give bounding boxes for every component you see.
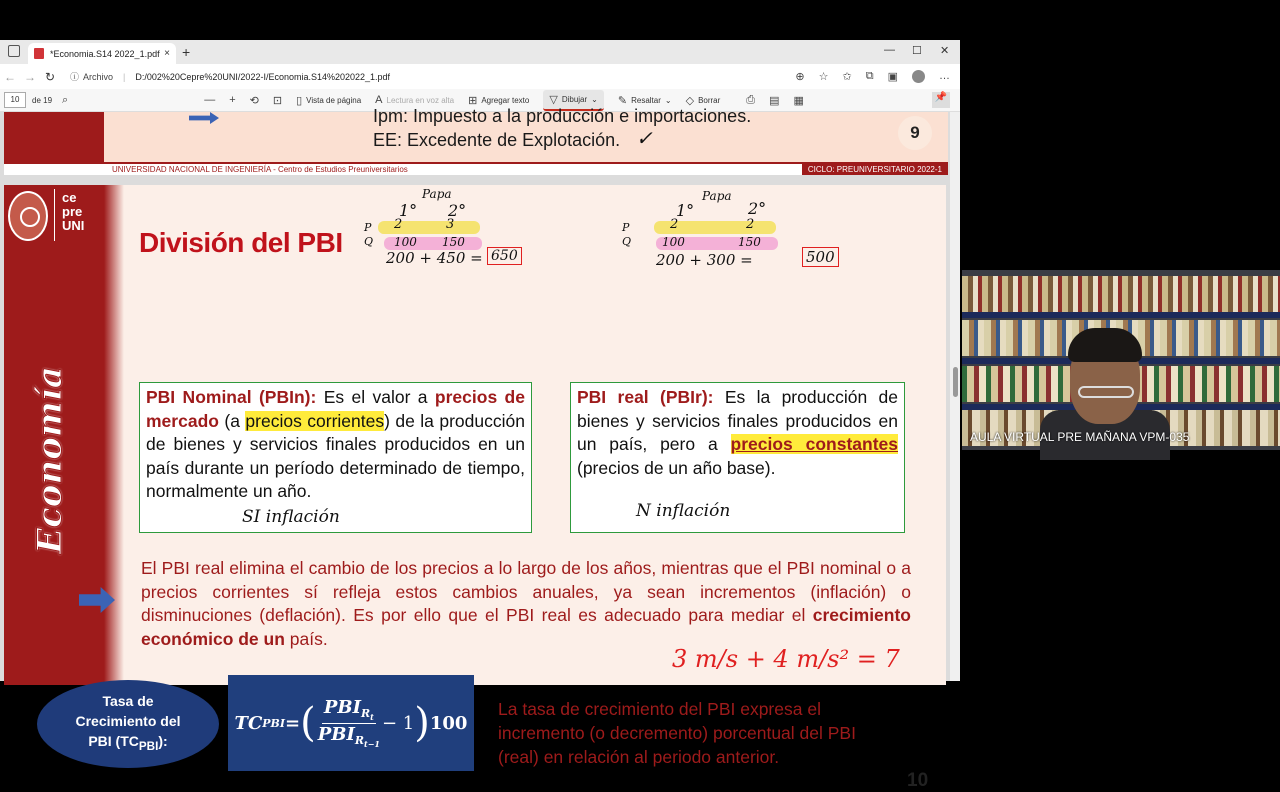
page-total: de 19 (32, 95, 53, 105)
hw-year2-right: 2° (748, 199, 767, 218)
save-as-icon[interactable]: ▦ (793, 94, 804, 107)
books-row-1 (962, 276, 1280, 312)
hw-q-right: Q (622, 235, 632, 248)
close-tab-icon[interactable]: × (164, 48, 170, 59)
page-title: División del PBI (139, 227, 343, 258)
logo-line-2: pre (62, 204, 83, 219)
hw-left-sum: 200 + 450 = (386, 249, 483, 267)
favorites-list-icon[interactable]: ✩ (842, 71, 852, 83)
pbi-real-paragraph (141, 557, 911, 652)
draw-icon: ▽ (549, 93, 558, 106)
nominal-text-1: Es el valor a (316, 387, 435, 407)
minimize-button[interactable]: — (884, 44, 895, 56)
hw-left-p1: 2 (394, 217, 403, 232)
hw-year2-left: 2° (448, 201, 467, 220)
hw-p-right: P (622, 221, 630, 234)
arrow-icon (189, 112, 219, 124)
search-icon[interactable]: ⌕ (62, 93, 69, 106)
zoom-in-button[interactable]: + (229, 94, 236, 106)
add-text-button[interactable] (468, 94, 529, 107)
save-icon[interactable]: ▤ (769, 94, 780, 107)
collections-icon[interactable]: ⧉ (865, 70, 874, 82)
formula-numerator (322, 697, 376, 724)
highlight-label: Resaltar (631, 95, 661, 105)
hw-right-p2: 2 (746, 217, 755, 232)
hw-left-p2: 3 (446, 217, 455, 232)
extensions-icon[interactable]: ▣ (887, 71, 898, 83)
nominal-text-3: ) de la producción de bienes y servicios finales producidos en un país durante un período determinado de tiempo, normalmente un año. (146, 410, 525, 501)
uni-seal-logo (8, 191, 48, 241)
nominal-text-2: (a (218, 410, 246, 431)
draw-label: Dibujar (561, 94, 588, 104)
url-text: D:/002%20Cepre%20UNI/2022-I/Economia.S14%202022_1.pdf (135, 71, 391, 82)
tasa-label-line2: Crecimiento del (75, 713, 181, 730)
paragraph-bold: crecimiento económico de un (141, 605, 911, 650)
address-actions (795, 70, 950, 83)
erase-button[interactable] (686, 94, 721, 107)
pdf-icon (34, 48, 44, 59)
formula-hundred: 100 (429, 712, 468, 734)
page-view-label: Vista de página (306, 95, 362, 105)
formula-den-subsub: t−1 (364, 739, 380, 750)
add-text-icon: ⊞ (468, 94, 478, 107)
highlight-button[interactable] (618, 94, 672, 107)
paragraph-end: país. (284, 629, 328, 650)
formula-equals: = (285, 712, 301, 734)
real-text-2: (precios de un año base). (577, 457, 776, 478)
zoom-out-button[interactable]: — (204, 94, 216, 106)
print-icon[interactable]: ⎙ (746, 93, 756, 106)
webcam-label: AULA VIRTUAL PRE MAÑANA VPM-035 (970, 430, 1190, 444)
hw-year1-right: 1° (676, 201, 695, 220)
fit-page-icon[interactable]: ⊡ (272, 94, 283, 107)
paragraph-text: El PBI real elimina el cambio de los precios a lo largo de los años, mientras que el PBI nominal o a precios corrientes sí refleja estos cambios anuales, ya sean incrementos (inflación) o disminuciones (deflación). Es por ello que el PBI real es adecuado para mediar el (141, 558, 911, 626)
ipm-line: Ipm: Impuesto a la producción e importaciones. (373, 106, 752, 126)
tasa-crecimiento-label (37, 680, 219, 768)
formula-den-sub: R (354, 734, 365, 748)
info-icon: ⓘ (70, 72, 80, 82)
tab-pdf[interactable] (28, 43, 176, 64)
formula-lhs: TC (234, 712, 263, 734)
tasa-description: La tasa de crecimiento del PBI expresa el incremento (o decremento) porcentual del PBI (real) en relación al periodo anterior. (498, 699, 856, 767)
cepre-uni-logo (62, 191, 84, 233)
formula-lhs-sub: PBI (262, 716, 285, 730)
pbi-real-box (570, 382, 905, 533)
rotate-icon[interactable]: ⟲ (249, 94, 259, 107)
address-bar (0, 64, 960, 89)
eraser-icon: ◇ (685, 94, 695, 107)
back-icon[interactable]: ← (4, 69, 16, 84)
page9-footer (4, 162, 948, 175)
chevron-down-icon: ⌄ (664, 95, 672, 105)
pbi-real-term: PBI real (PBIr): (577, 387, 714, 407)
site-label: Archivo (83, 71, 114, 82)
page-10 (4, 185, 946, 791)
tasa-label-suffix: ): (158, 733, 168, 750)
tab-title: *Economia.S14 2022_1.pdf (50, 48, 160, 59)
formula-num-subsub: t (370, 712, 374, 723)
economia-vertical-title (10, 345, 90, 575)
logo-line-3: UNI (62, 218, 85, 233)
sidebar-wave (104, 185, 124, 685)
page9-number: 9 (898, 116, 932, 150)
read-aloud-button[interactable] (375, 94, 454, 106)
hw-left-q2: 150 (442, 235, 465, 249)
glasses (1078, 386, 1134, 398)
profile-avatar[interactable] (912, 70, 925, 83)
page10-number: 10 (907, 770, 929, 791)
pin-toolbar-icon[interactable]: 📌 (932, 92, 950, 108)
hw-right-q2: 150 (738, 235, 761, 249)
maximize-button[interactable]: ☐ (912, 45, 922, 57)
formula-den-text: PBI (317, 723, 355, 745)
erase-label: Borrar (698, 95, 721, 105)
vertical-scrollbar[interactable] (950, 112, 960, 681)
hw-no-inflacion: N inflación (636, 501, 731, 521)
webcam-feed (962, 270, 1280, 450)
hw-q-left: Q (364, 235, 374, 248)
tab-bar (0, 40, 960, 64)
forward-icon[interactable]: → (24, 69, 36, 84)
tasa-label-prefix: PBI (TC (88, 733, 139, 750)
hw-si-inflacion: SI inflación (242, 507, 340, 527)
ee-line: EE: Excedente de Explotación. (373, 130, 621, 150)
hw-p-left: P (364, 221, 372, 234)
hw-papa-right: Papa (702, 189, 732, 203)
real-highlight: precios constantes (730, 434, 898, 454)
person-hair (1068, 328, 1142, 362)
footer-cycle: CICLO: PREUNIVERSITARIO 2022-1 (802, 164, 948, 175)
formula-close-paren: ) (414, 700, 430, 746)
logo-line-1: ce (62, 190, 77, 205)
formula-minus-one: − 1 (382, 712, 415, 734)
hw-papa-left: Papa (422, 187, 452, 201)
page-view-button[interactable] (296, 94, 361, 107)
tasa-label-line3 (37, 731, 219, 757)
pdf-viewport[interactable] (0, 106, 960, 791)
hw-right-sum: 200 + 300 = (656, 251, 753, 269)
hw-year1-left: 1° (399, 201, 418, 220)
url-field[interactable] (70, 70, 390, 83)
new-tab-button[interactable]: + (182, 44, 191, 60)
refresh-icon[interactable]: ↻ (44, 69, 56, 84)
browser-window (0, 40, 960, 791)
chevron-down-icon: ⌄ (591, 94, 598, 104)
shelf-1 (962, 312, 1280, 318)
hw-left-q1: 100 (394, 235, 417, 249)
hw-right-q1: 100 (662, 235, 685, 249)
read-aloud-icon: A (375, 94, 383, 106)
page10-sidebar (4, 185, 104, 685)
formula-num-text: PBI (323, 696, 361, 718)
nominal-highlight: precios corrientes (245, 410, 385, 431)
checkmark-annotation: ✓ (636, 126, 653, 150)
footer-university: UNIVERSIDAD NACIONAL DE INGENIERÍA - Centro de Estudios Preuniversitarios (112, 165, 408, 174)
formula-open-paren: ( (300, 700, 316, 746)
tasa-label-line1: Tasa de (102, 693, 154, 710)
page-number-input[interactable]: 10 (4, 92, 26, 108)
scrollbar-thumb[interactable] (953, 367, 958, 397)
page-view-icon: ▯ (296, 94, 303, 107)
logo-divider (54, 189, 55, 241)
economia-text: Economía (30, 366, 70, 554)
url-separator: | (123, 71, 126, 82)
read-aloud-label: Lectura en voz alta (386, 95, 455, 105)
pbi-nominal-term: PBI Nominal (PBIn): (146, 387, 317, 407)
hw-left-total: 650 (487, 247, 522, 265)
growth-rate-formula (228, 675, 474, 771)
hw-right-p1: 2 (670, 217, 679, 232)
add-text-label: Agregar texto (481, 95, 530, 105)
close-window-button[interactable]: ✕ (940, 45, 950, 57)
zoom-icon[interactable]: ⊕ (795, 71, 805, 83)
more-icon[interactable]: … (939, 70, 950, 82)
hw-red-equation: 3 m/s + 4 m/s² = 7 (672, 645, 900, 673)
real-text-1: Es la producción de bienes y servicios finales producidos en un país, pero a (577, 387, 899, 454)
formula-num-sub: R (361, 707, 371, 721)
formula-denominator (318, 724, 380, 750)
tab-actions-icon[interactable] (8, 45, 20, 57)
tasa-label-sub: PBI (138, 739, 159, 753)
hw-right-total: 500 (802, 247, 839, 267)
highlight-icon: ✎ (617, 94, 628, 107)
nominal-bold: precios de mercado (146, 387, 525, 431)
formula-fraction (318, 697, 380, 750)
favorite-icon[interactable]: ☆ (818, 71, 829, 83)
